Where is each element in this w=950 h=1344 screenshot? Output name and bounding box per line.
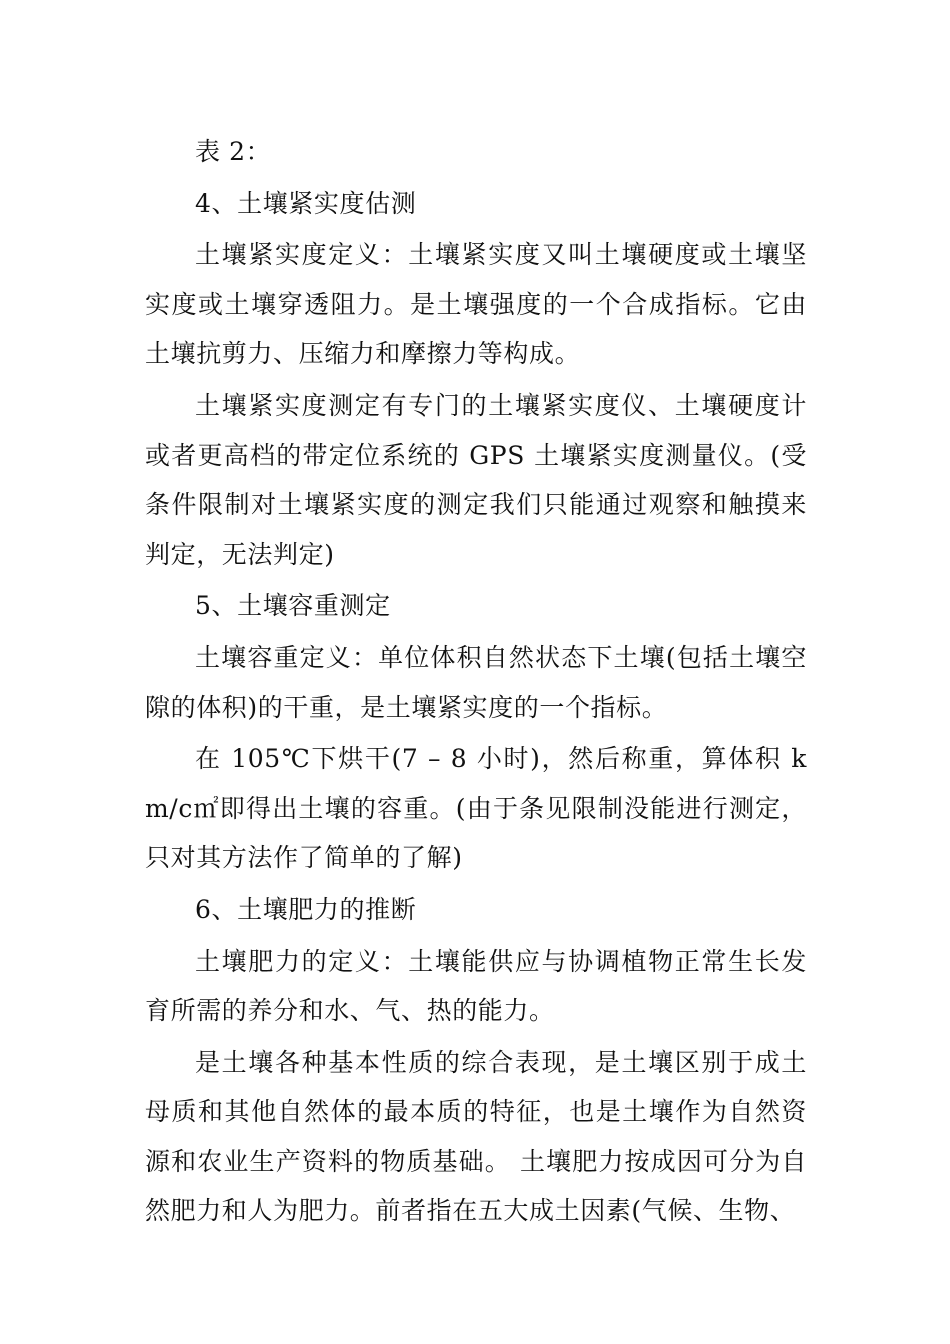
section-heading-bulk-density: 5、土壤容重测定	[195, 591, 391, 621]
paragraph-bulk-density-method: 在 105℃下烘干(7 – 8 小时)，然后称重，算体积 km/c㎡即得出土壤的容重。(由于条见限制没能进行测定，只对其方法作了简单的了解)	[145, 744, 807, 873]
table-caption: 表 2：	[195, 137, 272, 166]
paragraph-compaction-measurement: 土壤紧实度测定有专门的土壤紧实度仪、土壤硬度计或者更高档的带定位系统的 GPS 土壤紧实度测量仪。(受条件限制对土壤紧实度的测定我们只能通过观察和触摸来判定，无法判定)	[145, 390, 807, 569]
paragraph-bulk-density-definition: 土壤容重定义：单位体积自然状态下土壤(包括土壤空隙的体积)的干重，是土壤紧实度的一个指标。	[145, 642, 807, 722]
paragraph-fertility-definition: 土壤肥力的定义：土壤能供应与协调植物正常生长发育所需的养分和水、气、热的能力。	[145, 946, 807, 1026]
paragraph-fertility-description: 是土壤各种基本性质的综合表现，是土壤区别于成土母质和其他自然体的最本质的特征，也是土壤作为自然资源和农业生产资料的物质基础。 土壤肥力按成因可分为自然肥力和人为肥力。前者指在五大成土因素(气候、生物、	[145, 1047, 807, 1226]
document-body	[145, 127, 807, 1238]
section-heading-fertility: 6、土壤肥力的推断	[195, 894, 417, 924]
section-heading-compaction: 4、土壤紧实度估测	[195, 188, 417, 218]
paragraph-compaction-definition: 土壤紧实度定义：土壤紧实度又叫土壤硬度或土壤坚实度或土壤穿透阻力。是土壤强度的一个合成指标。它由土壤抗剪力、压缩力和摩擦力等构成。	[145, 240, 807, 369]
